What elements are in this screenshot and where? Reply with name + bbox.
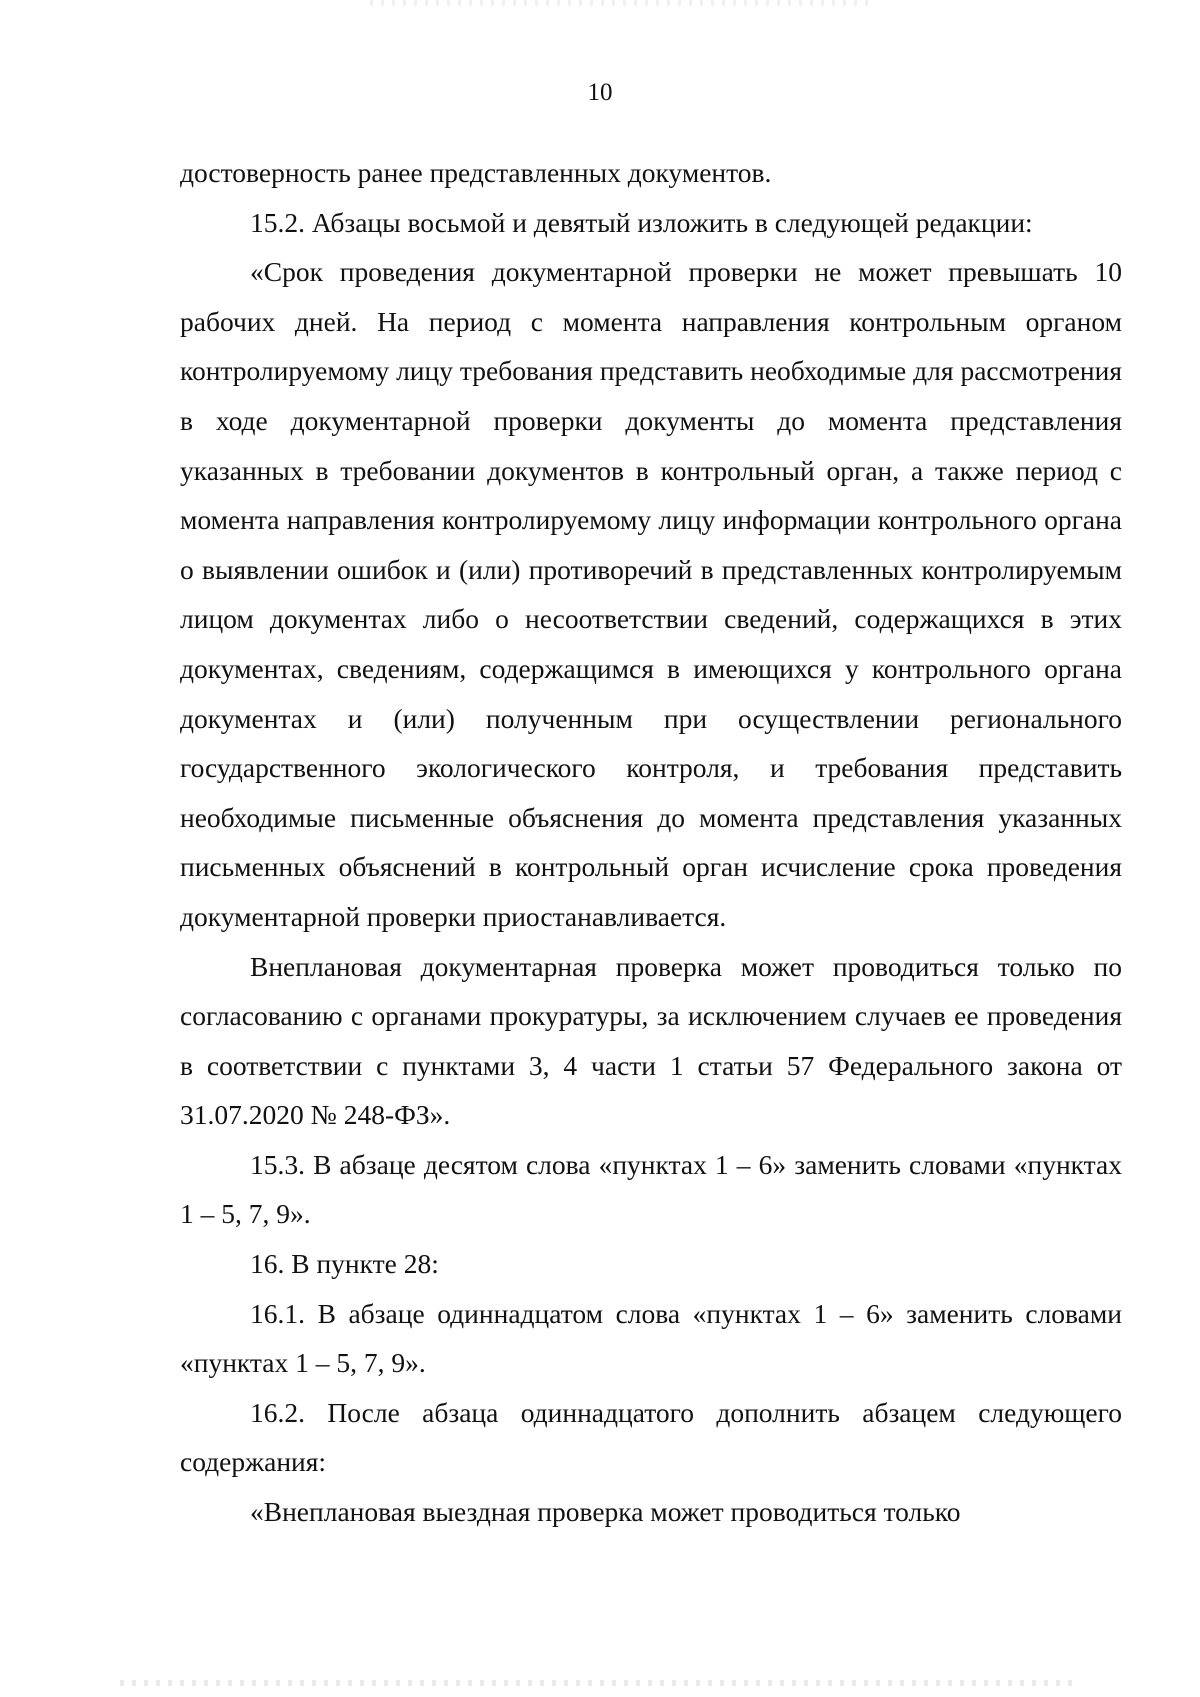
paragraph-continuation: достоверность ранее представленных документов. — [180, 157, 772, 188]
paragraph-16-2: 16.2. После абзаца одиннадцатого дополнить абзацем следующего содержания: — [180, 1396, 1122, 1478]
page-number: 10 — [587, 79, 613, 106]
paragraph-15-2: 15.2. Абзацы восьмой и девятый изложить в следующей редакции: — [250, 206, 1033, 238]
paragraph-unscheduled-documentary: Внеплановая документарная проверка может проводиться только по согласованию с органами прокуратуры, за исключением случаев ее проведения в соответствии с пунктами 3, 4 части 1 статьи 57 Федерального закона от 31.07.2020 № 248-ФЗ». — [180, 950, 1122, 1131]
paragraph-quote-onsite: «Внеплановая выездная проверка может проводиться только — [250, 1496, 961, 1528]
document-body — [180, 148, 1122, 1537]
scan-artifact-top — [370, 0, 870, 6]
scan-artifact-bottom — [120, 1680, 1080, 1686]
paragraph-16-1: 16.1. В абзаце одиннадцатом слова «пунктах 1 – 6» заменить словами «пунктах 1 – 5, 7, 9». — [180, 1297, 1122, 1379]
paragraph-15-3: 15.3. В абзаце десятом слова «пунктах 1 – 6» заменить словами «пунктах 1 – 5, 7, 9». — [180, 1148, 1122, 1230]
paragraph-16: 16. В пункте 28: — [250, 1248, 439, 1280]
paragraph-quote-deadline: «Срок проведения документарной проверки не может превышать 10 рабочих дней. На период с момента направления контрольным органом контролируемому лицу требования представить необходимые для рассмотрения в ходе документарной проверки документы до момента представления указанных в требовании документов в контрольный орган, а также период с момента направления контролируемому лицу информации контрольного органа о выявлении ошибок и (или) противоречий в представленных контролируемым лицом документах либо о несоответствии сведений, содержащихся в этих документах, сведениям, содержащимся в имеющихся у контрольного органа документах и (или) полученным при осуществлении регионального государственного экологического контроля, и требования представить необходимые письменные объяснения до момента представления указанных письменных объяснений в контрольный орган исчисление срока проведения документарной проверки приостанавливается. — [180, 256, 1122, 932]
